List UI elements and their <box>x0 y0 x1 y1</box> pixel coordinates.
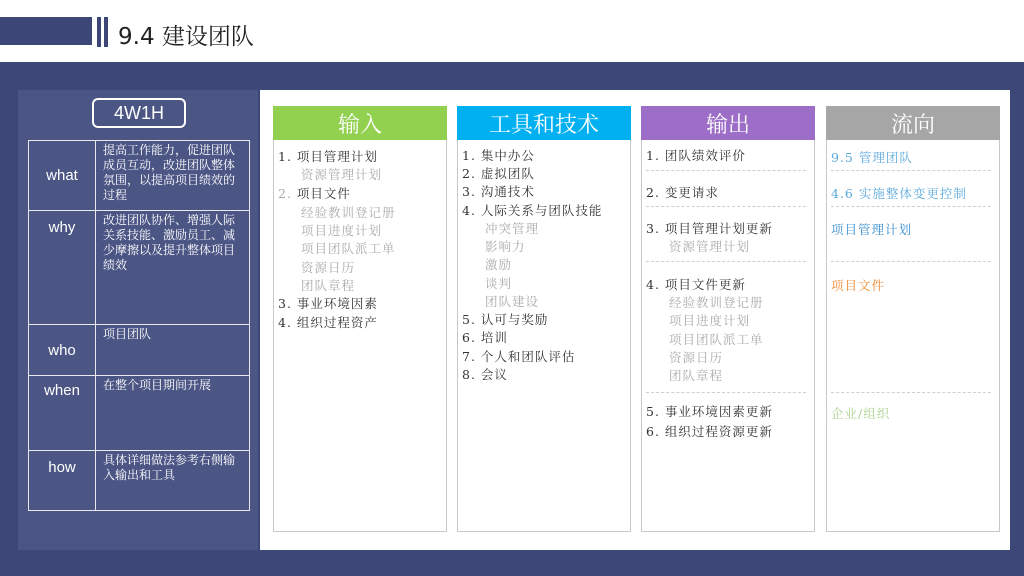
w4h-key-who: who <box>29 325 96 376</box>
input-subitem: 经验教训登记册 <box>301 205 396 220</box>
table-row <box>29 451 250 511</box>
tools-subitem: 团队建设 <box>485 294 540 309</box>
input-subitem: 资源日历 <box>301 260 356 275</box>
w4h-value-who: 项目团队 <box>96 325 250 376</box>
input-item: 3. 事业环境因素 <box>278 296 378 311</box>
output-subitem: 团队章程 <box>669 368 724 383</box>
table-row <box>29 141 250 211</box>
output-subitem: 项目团队派工单 <box>669 332 764 347</box>
title-divider-mark <box>97 17 101 47</box>
tools-item: 8. 会议 <box>462 367 508 382</box>
input-subitem: 团队章程 <box>301 278 356 293</box>
w4h-value-how: 具体详细做法参考右侧输入输出和工具 <box>96 451 250 511</box>
w4h-value-when: 在整个项目期间开展 <box>96 376 250 451</box>
divider <box>646 392 806 393</box>
tools-item: 4. 人际关系与团队技能 <box>462 203 603 218</box>
table-row <box>29 211 250 325</box>
tools-item: 1. 集中办公 <box>462 148 535 163</box>
flow-body <box>826 140 1000 532</box>
w4h-table <box>28 140 250 511</box>
output-item: 3. 项目管理计划更新 <box>646 221 773 236</box>
output-subitem: 资源管理计划 <box>669 239 751 254</box>
output-item: 2. 变更请求 <box>646 185 719 200</box>
tools-item: 5. 认可与奖励 <box>462 312 549 327</box>
flow-item: 项目管理计划 <box>831 222 913 237</box>
w4h-badge: 4W1H <box>92 98 186 128</box>
page-title: 9.4 建设团队 <box>118 24 254 50</box>
divider <box>831 206 991 207</box>
output-body <box>641 140 815 532</box>
output-item: 5. 事业环境因素更新 <box>646 404 773 419</box>
input-item: 2. 项目文件 <box>278 186 351 201</box>
tools-item: 7. 个人和团队评估 <box>462 349 576 364</box>
tools-subitem: 冲突管理 <box>485 221 540 236</box>
output-item: 1. 团队绩效评价 <box>646 148 746 163</box>
flow-item: 9.5 管理团队 <box>831 150 913 165</box>
flow-item: 4.6 实施整体变更控制 <box>831 186 967 201</box>
w4h-value-why: 改进团队协作、增强人际关系技能、激励员工、减少摩擦以及提升整体项目绩效 <box>96 211 250 325</box>
input-header: 输入 <box>273 106 447 140</box>
output-header: 输出 <box>641 106 815 140</box>
input-subitem: 项目团队派工单 <box>301 241 396 256</box>
w4h-key-why: why <box>29 211 96 325</box>
divider <box>831 261 991 262</box>
flow-header: 流向 <box>826 106 1000 140</box>
divider <box>646 170 806 171</box>
title-accent-bar <box>0 17 92 45</box>
input-item: 1. 项目管理计划 <box>278 149 378 164</box>
tools-subitem: 影响力 <box>485 239 526 254</box>
flow-column <box>826 106 1000 421</box>
output-subitem: 项目进度计划 <box>669 313 751 328</box>
table-row <box>29 325 250 376</box>
tools-subitem: 激励 <box>485 257 513 272</box>
input-subitem: 资源管理计划 <box>301 167 383 182</box>
table-row <box>29 376 250 451</box>
tools-header: 工具和技术 <box>457 106 631 140</box>
input-item: 4. 组织过程资产 <box>278 315 378 330</box>
tools-column <box>457 106 631 382</box>
flow-item: 项目文件 <box>831 278 886 293</box>
title-divider-mark <box>104 17 108 47</box>
divider <box>831 170 991 171</box>
input-column <box>273 106 447 330</box>
input-subitem: 项目进度计划 <box>301 223 383 238</box>
output-item: 6. 组织过程资源更新 <box>646 424 773 439</box>
flow-item: 企业/组织 <box>831 406 891 421</box>
output-subitem: 资源日历 <box>669 350 724 365</box>
tools-item: 3. 沟通技术 <box>462 184 535 199</box>
w4h-key-how: how <box>29 451 96 511</box>
input-item-number: 2. <box>278 186 292 201</box>
tools-item: 6. 培训 <box>462 330 508 345</box>
output-subitem: 经验教训登记册 <box>669 295 764 310</box>
output-column <box>641 106 815 439</box>
divider <box>831 392 991 393</box>
tools-item: 2. 虚拟团队 <box>462 166 535 181</box>
w4h-key-what: what <box>29 141 96 211</box>
tools-body <box>457 140 631 532</box>
divider <box>646 261 806 262</box>
w4h-value-what: 提高工作能力，促进团队成员互动，改进团队整体氛围，以提高项目绩效的过程 <box>96 141 250 211</box>
input-body <box>273 140 447 532</box>
output-item: 4. 项目文件更新 <box>646 277 746 292</box>
w4h-key-when: when <box>29 376 96 451</box>
tools-subitem: 谈判 <box>485 276 513 291</box>
divider <box>646 206 806 207</box>
